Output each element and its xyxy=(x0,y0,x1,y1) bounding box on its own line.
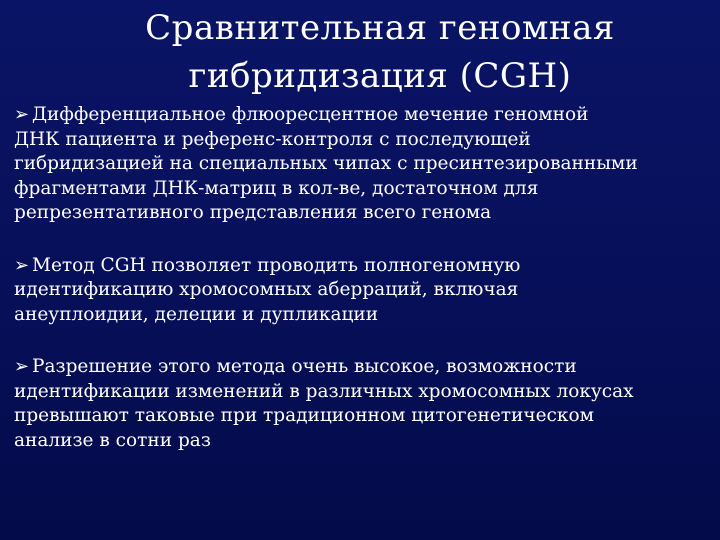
paragraph-1-line-1: Дифференциальное флюоресцентное мечение геномной xyxy=(32,104,589,125)
paragraph-1-line-2: ДНК пациента и референс-контроля с последующей xyxy=(14,128,531,150)
paragraph-3-line-4: анализе в сотни раз xyxy=(14,429,211,451)
arrow-bullet-icon: ➢ xyxy=(14,104,30,125)
arrow-bullet-icon: ➢ xyxy=(14,356,30,377)
paragraph-1-line-4: фрагментами ДНК-матриц в кол-ве, достаточном для xyxy=(14,177,539,199)
paragraph-3-line-3: превышают таковые при традиционном цитогенетическом xyxy=(14,405,595,426)
paragraph-2-line-2: идентификацию хромосомных аберраций, включая xyxy=(14,279,519,300)
bullet-paragraph-2 xyxy=(14,254,714,328)
arrow-bullet-icon: ➢ xyxy=(14,254,30,276)
paragraph-2-line-1: Метод CGH позволяет проводить полногеномную xyxy=(32,254,521,276)
paragraph-3-line-2: идентификации изменений в различных хромосомных локусах xyxy=(14,380,634,402)
bullet-paragraph-3 xyxy=(14,355,714,453)
bullet-paragraph-1 xyxy=(14,103,714,226)
slide-body xyxy=(14,103,714,481)
paragraph-2-line-3: анеуплоидии, делеции и дупликации xyxy=(14,303,379,325)
paragraph-1-line-3: гибридизацией на специальных чипах с пресинтезированными xyxy=(14,153,638,174)
paragraph-3-line-1: Разрешение этого метода очень высокое, возможности xyxy=(32,356,577,377)
paragraph-1-line-5: репрезентативного представления всего генома xyxy=(14,202,492,223)
slide-title-line-1: Сравнительная геномная xyxy=(145,8,615,48)
slide-title-line-2: гибридизация (CGH) xyxy=(188,56,572,96)
slide-title xyxy=(0,4,720,100)
